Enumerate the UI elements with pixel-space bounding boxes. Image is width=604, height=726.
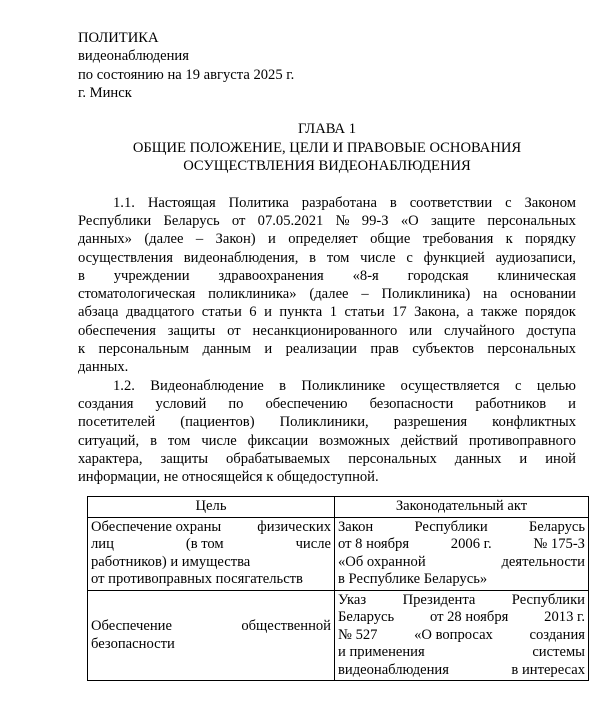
table-header-goal: Цель bbox=[88, 497, 335, 518]
chapter-heading-line: ОСУЩЕСТВЛЕНИЯ ВИДЕОНАБЛЮДЕНИЯ bbox=[183, 158, 471, 175]
cell-line: безопасности bbox=[91, 635, 175, 652]
text-line: осуществления видеонаблюдения, в том числе с функцией аудиозаписи, bbox=[78, 249, 576, 266]
text-line: абзаца двадцатого статьи 6 и пункта 1 статьи 17 Закона, а также порядок bbox=[78, 304, 576, 321]
text-line: 1.1. Настоящая Политика разработана в соответствии с Законом bbox=[113, 194, 576, 211]
goal-cell bbox=[88, 517, 335, 590]
text-line: данных. bbox=[78, 359, 129, 376]
cell-line: «Об охранной деятельности bbox=[338, 553, 585, 570]
text-line: информации, не относящейся к общедоступной. bbox=[78, 469, 379, 486]
text-line: 1.2. Видеонаблюдение в Поликлинике осуществляется с целью bbox=[113, 377, 576, 394]
table-body bbox=[88, 517, 589, 681]
cell-line: Указ Президента Республики bbox=[338, 591, 585, 608]
document-title-block bbox=[78, 29, 576, 102]
table-row bbox=[88, 590, 589, 681]
table-header-row bbox=[88, 497, 589, 518]
text-line: в учреждении здравоохранения «8-я городская клиническая bbox=[78, 267, 576, 284]
table-row bbox=[88, 517, 589, 590]
para-1-1 bbox=[78, 194, 576, 377]
text-line: стоматологическая поликлиника» (далее – Поликлиника) на основании bbox=[78, 286, 576, 303]
text-line: характера, защиты обрабатываемых персональных данных и иной bbox=[78, 450, 576, 467]
text-line: создания условий по обеспечению безопасности работников и bbox=[78, 395, 576, 412]
title-line: видеонаблюдения bbox=[78, 48, 189, 65]
chapter-heading-line: ГЛАВА 1 bbox=[297, 121, 357, 138]
cell-line: № 527 «О вопросах создания bbox=[338, 626, 585, 643]
act-cell bbox=[335, 517, 589, 590]
text-line: Республики Беларусь от 07.05.2021 № 99-З «О защите персональных bbox=[78, 212, 576, 229]
cell-line: Закон Республики Беларусь bbox=[338, 518, 585, 535]
table-header-act: Законодательный акт bbox=[335, 497, 589, 518]
cell-line: от противоправных посягательств bbox=[91, 571, 303, 588]
cell-line: и применения системы bbox=[338, 644, 585, 661]
text-line: данных» (далее – Закон) и определяет общие требования к порядку bbox=[78, 231, 576, 248]
cell-line: в Республике Беларусь» bbox=[338, 571, 488, 588]
cell-line: Обеспечение охраны физических bbox=[91, 518, 331, 535]
chapter-heading bbox=[78, 120, 576, 175]
text-line: ситуаций, в том числе фиксации возможных действий противоправного bbox=[78, 432, 576, 449]
cell-line: видеонаблюдения в интересах bbox=[338, 661, 585, 678]
cell-line: Беларусь от 28 ноября 2013 г. bbox=[338, 609, 585, 626]
cell-line: лиц (в том числе bbox=[91, 536, 331, 553]
text-line: к персональным данным и реализации прав субъектов персональных bbox=[78, 341, 576, 358]
title-line: г. Минск bbox=[78, 84, 132, 101]
para-1-2 bbox=[78, 377, 576, 487]
text-line: посетителей (пациентов) Поликлиники, разрешения конфликтных bbox=[78, 414, 576, 431]
goal-cell bbox=[88, 590, 335, 681]
title-line: по состоянию на 19 августа 2025 г. bbox=[78, 66, 295, 83]
legal-basis-table bbox=[87, 496, 589, 681]
text-line: обеспечения защиты от несанкционированного или случайного доступа bbox=[78, 322, 576, 339]
cell-line: от 8 ноября 2006 г. № 175-З bbox=[338, 536, 585, 553]
body-text bbox=[78, 194, 576, 487]
cell-line: работников) и имущества bbox=[91, 553, 251, 570]
title-line: ПОЛИТИКА bbox=[78, 30, 159, 46]
cell-line: Обеспечение общественной bbox=[91, 618, 331, 635]
act-cell bbox=[335, 590, 589, 681]
chapter-heading-line: ОБЩИЕ ПОЛОЖЕНИЕ, ЦЕЛИ И ПРАВОВЫЕ ОСНОВАНИЯ bbox=[132, 139, 522, 156]
